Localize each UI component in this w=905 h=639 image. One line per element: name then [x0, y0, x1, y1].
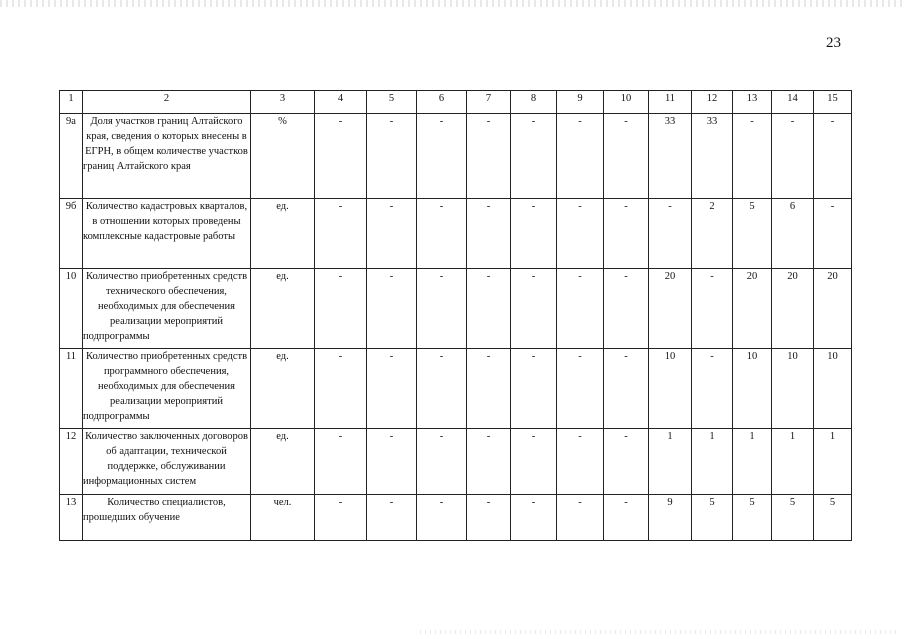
value-cell: -: [814, 199, 852, 269]
value-cell: 6: [772, 199, 814, 269]
value-cell: -: [511, 495, 557, 541]
header-cell: 11: [649, 91, 692, 114]
value-cell: -: [557, 349, 604, 429]
unit-cell: ед.: [251, 269, 315, 349]
header-cell: 2: [83, 91, 251, 114]
value-cell: 10: [649, 349, 692, 429]
header-cell: 13: [733, 91, 772, 114]
value-cell: -: [467, 269, 511, 349]
value-cell: -: [467, 429, 511, 495]
row-number: 10: [60, 269, 83, 349]
value-cell: -: [604, 269, 649, 349]
value-cell: 5: [692, 495, 733, 541]
value-cell: -: [315, 199, 367, 269]
value-cell: -: [467, 495, 511, 541]
value-cell: -: [604, 495, 649, 541]
value-cell: -: [417, 429, 467, 495]
value-cell: -: [557, 495, 604, 541]
value-cell: -: [367, 429, 417, 495]
indicator-name: Количество приобретенных средств технического обеспечения, необходимых для обеспечения реализации мероприятий подпрограммы: [83, 269, 251, 349]
indicator-name: Количество приобретенных средств программного обеспечения, необходимых для обеспечения реализации мероприятий подпрограммы: [83, 349, 251, 429]
value-cell: -: [467, 199, 511, 269]
value-cell: -: [417, 495, 467, 541]
value-cell: -: [557, 199, 604, 269]
value-cell: 1: [692, 429, 733, 495]
header-cell: 1: [60, 91, 83, 114]
value-cell: -: [604, 199, 649, 269]
value-cell: -: [511, 349, 557, 429]
value-cell: 10: [772, 349, 814, 429]
value-cell: -: [511, 199, 557, 269]
header-cell: 7: [467, 91, 511, 114]
value-cell: -: [367, 349, 417, 429]
value-cell: -: [649, 199, 692, 269]
row-number: 9а: [60, 114, 83, 199]
value-cell: -: [367, 199, 417, 269]
scan-noise-bottom: [420, 630, 900, 634]
value-cell: -: [511, 429, 557, 495]
table-row: [60, 114, 852, 199]
value-cell: -: [511, 269, 557, 349]
table-row: [60, 429, 852, 495]
row-number: 11: [60, 349, 83, 429]
header-cell: 3: [251, 91, 315, 114]
header-cell: 10: [604, 91, 649, 114]
value-cell: 20: [733, 269, 772, 349]
row-number: 13: [60, 495, 83, 541]
value-cell: -: [315, 349, 367, 429]
page-number: 23: [826, 35, 841, 51]
row-number: 12: [60, 429, 83, 495]
value-cell: 2: [692, 199, 733, 269]
value-cell: -: [604, 429, 649, 495]
value-cell: -: [814, 114, 852, 199]
header-cell: 14: [772, 91, 814, 114]
table-row: [60, 199, 852, 269]
value-cell: -: [417, 349, 467, 429]
indicator-name: Количество заключенных договоров об адаптации, технической поддержке, обслуживании информационных систем: [83, 429, 251, 495]
header-cell: 15: [814, 91, 852, 114]
value-cell: -: [467, 349, 511, 429]
table-row: [60, 495, 852, 541]
value-cell: -: [692, 349, 733, 429]
value-cell: -: [557, 269, 604, 349]
value-cell: 1: [649, 429, 692, 495]
value-cell: 33: [692, 114, 733, 199]
value-cell: 5: [772, 495, 814, 541]
header-cell: 9: [557, 91, 604, 114]
table-row: [60, 349, 852, 429]
value-cell: -: [417, 199, 467, 269]
unit-cell: %: [251, 114, 315, 199]
value-cell: -: [772, 114, 814, 199]
value-cell: -: [315, 114, 367, 199]
value-cell: -: [417, 269, 467, 349]
value-cell: -: [557, 429, 604, 495]
indicators-table: [59, 90, 852, 541]
value-cell: -: [604, 349, 649, 429]
value-cell: -: [417, 114, 467, 199]
table-row: [60, 269, 852, 349]
table-body: [60, 91, 852, 541]
indicator-name: Количество специалистов, прошедших обучение: [83, 495, 251, 541]
value-cell: -: [467, 114, 511, 199]
row-number: 9б: [60, 199, 83, 269]
header-cell: 8: [511, 91, 557, 114]
value-cell: 10: [814, 349, 852, 429]
value-cell: 9: [649, 495, 692, 541]
value-cell: -: [367, 269, 417, 349]
unit-cell: ед.: [251, 349, 315, 429]
value-cell: 1: [814, 429, 852, 495]
value-cell: 5: [733, 495, 772, 541]
indicator-name: Количество кадастровых кварталов, в отношении которых проведены комплексные кадастровые работы: [83, 199, 251, 269]
value-cell: 10: [733, 349, 772, 429]
value-cell: -: [511, 114, 557, 199]
value-cell: -: [315, 429, 367, 495]
value-cell: 1: [733, 429, 772, 495]
value-cell: 20: [814, 269, 852, 349]
value-cell: -: [604, 114, 649, 199]
value-cell: 33: [649, 114, 692, 199]
value-cell: -: [733, 114, 772, 199]
indicator-name: Доля участков границ Алтайского края, сведения о которых внесены в ЕГРН, в общем количестве участков границ Алтайского края: [83, 114, 251, 199]
value-cell: -: [315, 495, 367, 541]
value-cell: -: [315, 269, 367, 349]
header-cell: 4: [315, 91, 367, 114]
unit-cell: чел.: [251, 495, 315, 541]
unit-cell: ед.: [251, 429, 315, 495]
unit-cell: ед.: [251, 199, 315, 269]
header-cell: 5: [367, 91, 417, 114]
value-cell: -: [367, 114, 417, 199]
value-cell: 20: [772, 269, 814, 349]
value-cell: 5: [733, 199, 772, 269]
scan-noise-top: [0, 0, 905, 7]
value-cell: 1: [772, 429, 814, 495]
header-cell: 6: [417, 91, 467, 114]
value-cell: -: [692, 269, 733, 349]
header-row: [60, 91, 852, 114]
value-cell: 20: [649, 269, 692, 349]
header-cell: 12: [692, 91, 733, 114]
value-cell: 5: [814, 495, 852, 541]
value-cell: -: [557, 114, 604, 199]
value-cell: -: [367, 495, 417, 541]
